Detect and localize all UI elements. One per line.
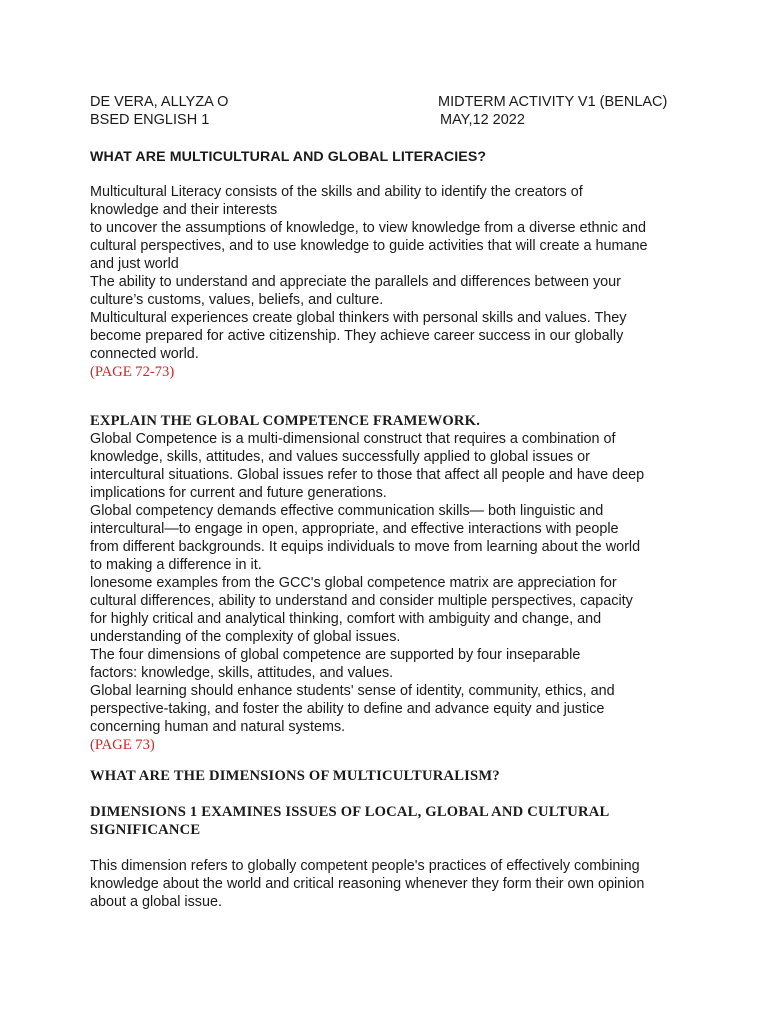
section-heading-dimension-1-line-2: SIGNIFICANCE [90, 822, 201, 838]
paragraph-line: to making a difference in it. [90, 557, 262, 573]
paragraph-line: knowledge, skills, attitudes, and values successfully applied to global issues or [90, 449, 590, 465]
section-heading-dimension-1-line-1: DIMENSIONS 1 EXAMINES ISSUES OF LOCAL, GLOBAL AND CULTURAL [90, 804, 610, 820]
paragraph-line: culture’s customs, values, beliefs, and culture. [90, 292, 384, 308]
page-reference: (PAGE 72-73) [90, 364, 175, 380]
paragraph-line: and just world [90, 256, 179, 272]
activity-date: MAY,12 2022 [440, 112, 525, 128]
paragraph-line: knowledge and their interests [90, 202, 278, 218]
paragraph-line: Global Competence is a multi-dimensional construct that requires a combination of [90, 431, 616, 447]
paragraph-line: Multicultural Literacy consists of the skills and ability to identify the creators of [90, 184, 583, 200]
section-body-literacies [90, 183, 690, 381]
spacer [90, 839, 690, 857]
course-name: BSED ENGLISH 1 [90, 112, 210, 128]
paragraph-line: This dimension refers to globally competent people's practices of effectively combining [90, 858, 640, 874]
section-heading-dimensions: WHAT ARE THE DIMENSIONS OF MULTICULTURALISM? [90, 768, 500, 784]
paragraph-line: implications for current and future generations. [90, 485, 387, 501]
student-name: DE VERA, ALLYZA O [90, 94, 229, 110]
spacer [90, 381, 690, 412]
paragraph-line: cultural perspectives, and to use knowledge to guide activities that will create a humane [90, 238, 648, 254]
paragraph-line: understanding of the complexity of global issues. [90, 629, 401, 645]
paragraph-line: lonesome examples from the GCC's global competence matrix are appreciation for [90, 575, 617, 591]
document-body [90, 148, 690, 911]
paragraph-line: knowledge about the world and critical reasoning whenever they form their own opinion [90, 876, 645, 892]
paragraph-line: connected world. [90, 346, 199, 362]
paragraph-line: cultural differences, ability to understand and consider multiple perspectives, capacity [90, 593, 633, 609]
paragraph-line: become prepared for active citizenship. They achieve career success in our globally [90, 328, 624, 344]
section-heading-literacies: WHAT ARE MULTICULTURAL AND GLOBAL LITERACIES? [90, 149, 487, 165]
activity-title: MIDTERM ACTIVITY V1 (BENLAC) [438, 94, 668, 110]
paragraph-line: perspective-taking, and foster the ability to define and advance equity and justice [90, 701, 605, 717]
paragraph-line: Multicultural experiences create global thinkers with personal skills and values. They [90, 310, 627, 326]
spacer [90, 754, 690, 767]
paragraph-line: from different backgrounds. It equips individuals to move from learning about the world [90, 539, 641, 555]
paragraph-line: factors: knowledge, skills, attitudes, and values. [90, 665, 394, 681]
section-body-dimension-1 [90, 857, 690, 911]
section-heading-competence: EXPLAIN THE GLOBAL COMPETENCE FRAMEWORK. [90, 413, 481, 429]
section-body-competence [90, 430, 690, 754]
page-reference: (PAGE 73) [90, 737, 155, 753]
paragraph-line: for highly critical and analytical thinking, comfort with ambiguity and change, and [90, 611, 602, 627]
paragraph-line: concerning human and natural systems. [90, 719, 346, 735]
paragraph-line: The four dimensions of global competence are supported by four inseparable [90, 647, 581, 663]
paragraph-line: intercultural—to engage in open, appropriate, and effective interactions with people [90, 521, 619, 537]
paragraph-line: The ability to understand and appreciate the parallels and differences between your [90, 274, 621, 290]
paragraph-line: Global learning should enhance students' sense of identity, community, ethics, and [90, 683, 615, 699]
spacer [90, 785, 690, 803]
paragraph-line: about a global issue. [90, 894, 223, 910]
paragraph-line: to uncover the assumptions of knowledge, to view knowledge from a diverse ethnic and [90, 220, 646, 236]
paragraph-line: intercultural situations. Global issues refer to those that affect all people and have deep [90, 467, 645, 483]
paragraph-line: Global competency demands effective communication skills— both linguistic and [90, 503, 604, 519]
